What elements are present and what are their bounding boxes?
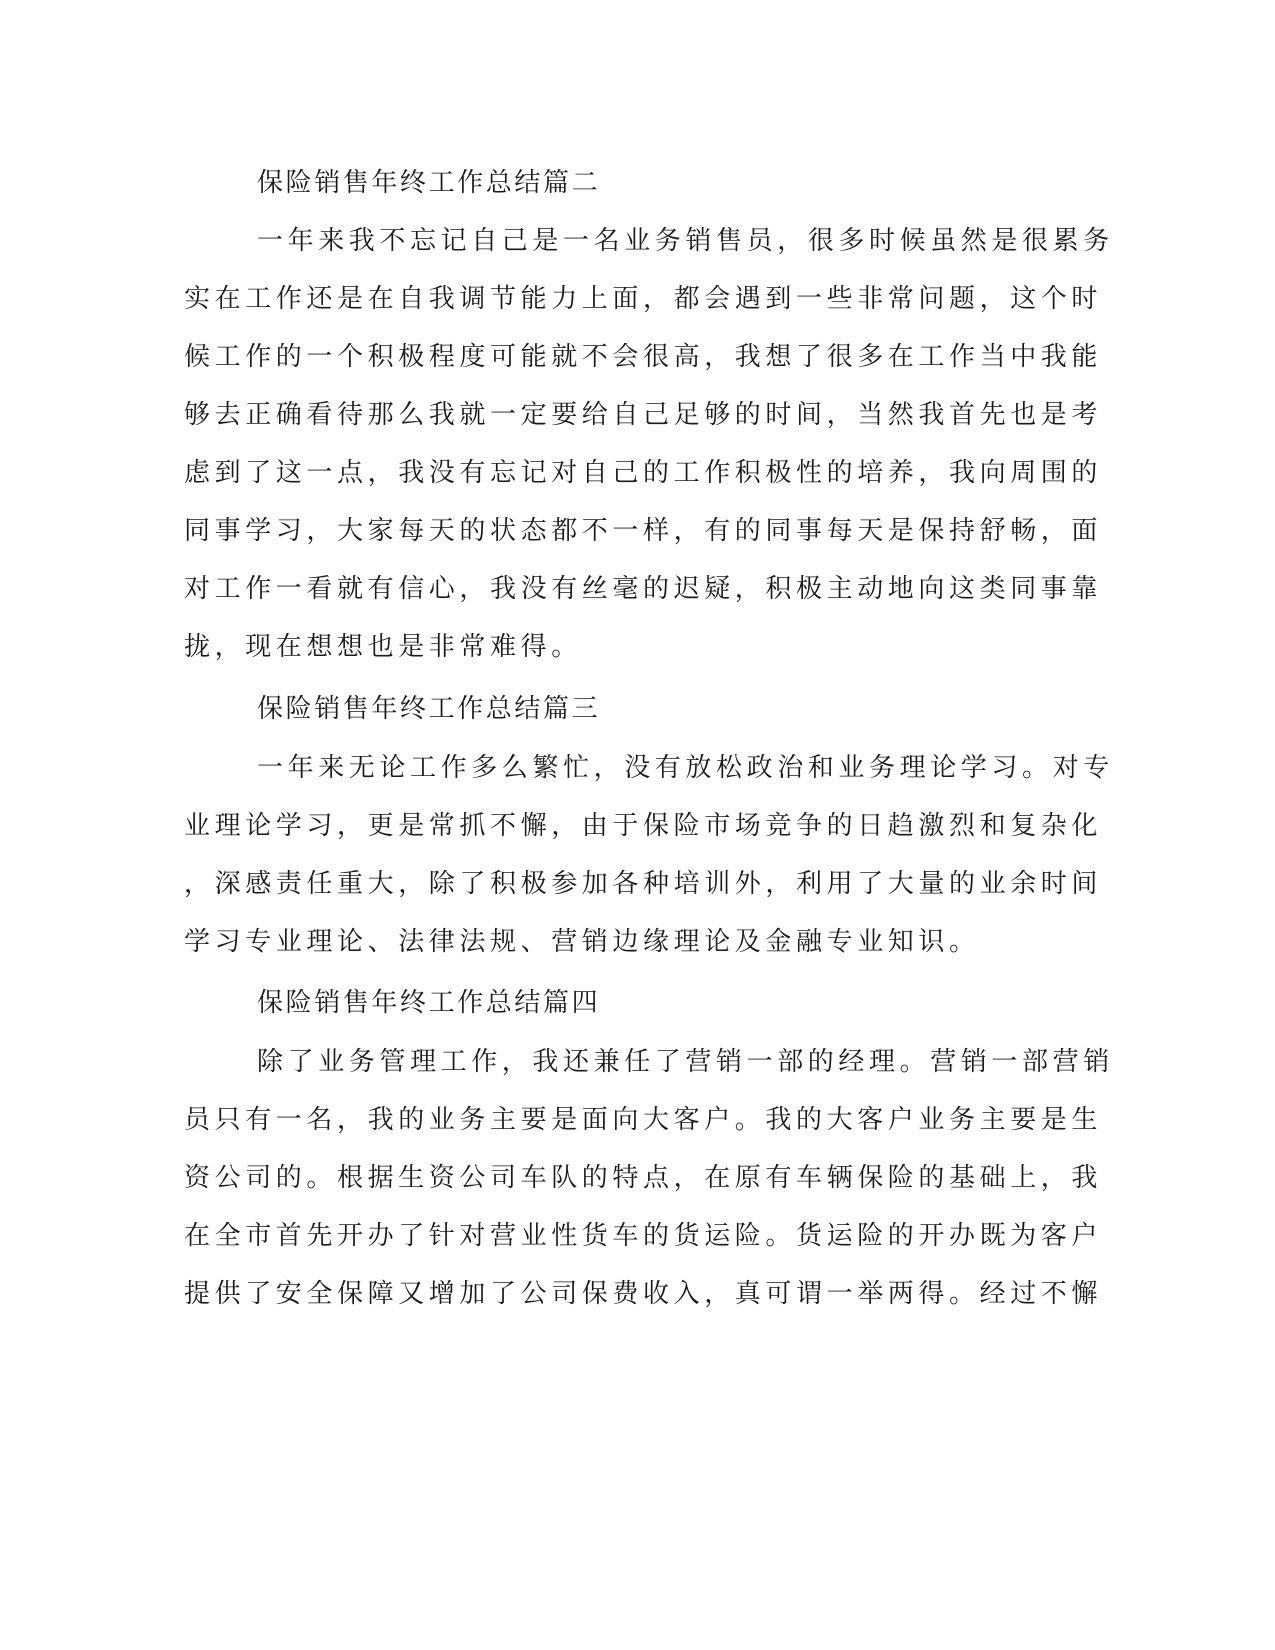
paragraph-line: 员只有一名，我的业务主要是面向大客户。我的大客户业务主要是生: [184, 1105, 1103, 1135]
paragraph-line: 候工作的一个积极程度可能就不会很高，我想了很多在工作当中我能: [184, 342, 1103, 372]
section-heading: 保险销售年终工作总结篇三: [257, 694, 601, 724]
paragraph-line: 学习专业理论、法律法规、营销边缘理论及金融专业知识。: [184, 927, 980, 957]
paragraph-line: 在全市首先开办了针对营业性货车的货运险。货运险的开办既为客户: [184, 1221, 1103, 1251]
paragraph-line: 够去正确看待那么我就一定要给自己足够的时间，当然我首先也是考: [184, 400, 1103, 430]
paragraph-line: 业理论学习，更是常抓不懈，由于保险市场竞争的日趋激烈和复杂化: [184, 811, 1103, 841]
paragraph-line: 拢，现在想想也是非常难得。: [184, 632, 582, 662]
paragraph-line: 虑到了这一点，我没有忘记对自己的工作积极性的培养，我向周围的: [184, 458, 1103, 488]
paragraph-line: ，深感责任重大，除了积极参加各种培训外，利用了大量的业余时间: [184, 869, 1103, 899]
paragraph-line: 同事学习，大家每天的状态都不一样，有的同事每天是保持舒畅，面: [184, 516, 1103, 546]
paragraph-line: 资公司的。根据生资公司车队的特点，在原有车辆保险的基础上，我: [184, 1163, 1103, 1193]
paragraph-line: 一年来无论工作多么繁忙，没有放松政治和业务理论学习。对专: [257, 753, 1114, 783]
section-heading: 保险销售年终工作总结篇四: [257, 988, 601, 1018]
paragraph-line: 提供了安全保障又增加了公司保费收入，真可谓一举两得。经过不懈: [184, 1279, 1103, 1309]
paragraph-line: 除了业务管理工作，我还兼任了营销一部的经理。营销一部营销: [257, 1047, 1114, 1077]
paragraph-line: 实在工作还是在自我调节能力上面，都会遇到一些非常问题，这个时: [184, 284, 1103, 314]
paragraph-line: 一年来我不忘记自己是一名业务销售员，很多时候虽然是很累务: [257, 226, 1114, 256]
section-heading: 保险销售年终工作总结篇二: [257, 168, 601, 198]
paragraph-line: 对工作一看就有信心，我没有丝毫的迟疑，积极主动地向这类同事靠: [184, 574, 1103, 604]
